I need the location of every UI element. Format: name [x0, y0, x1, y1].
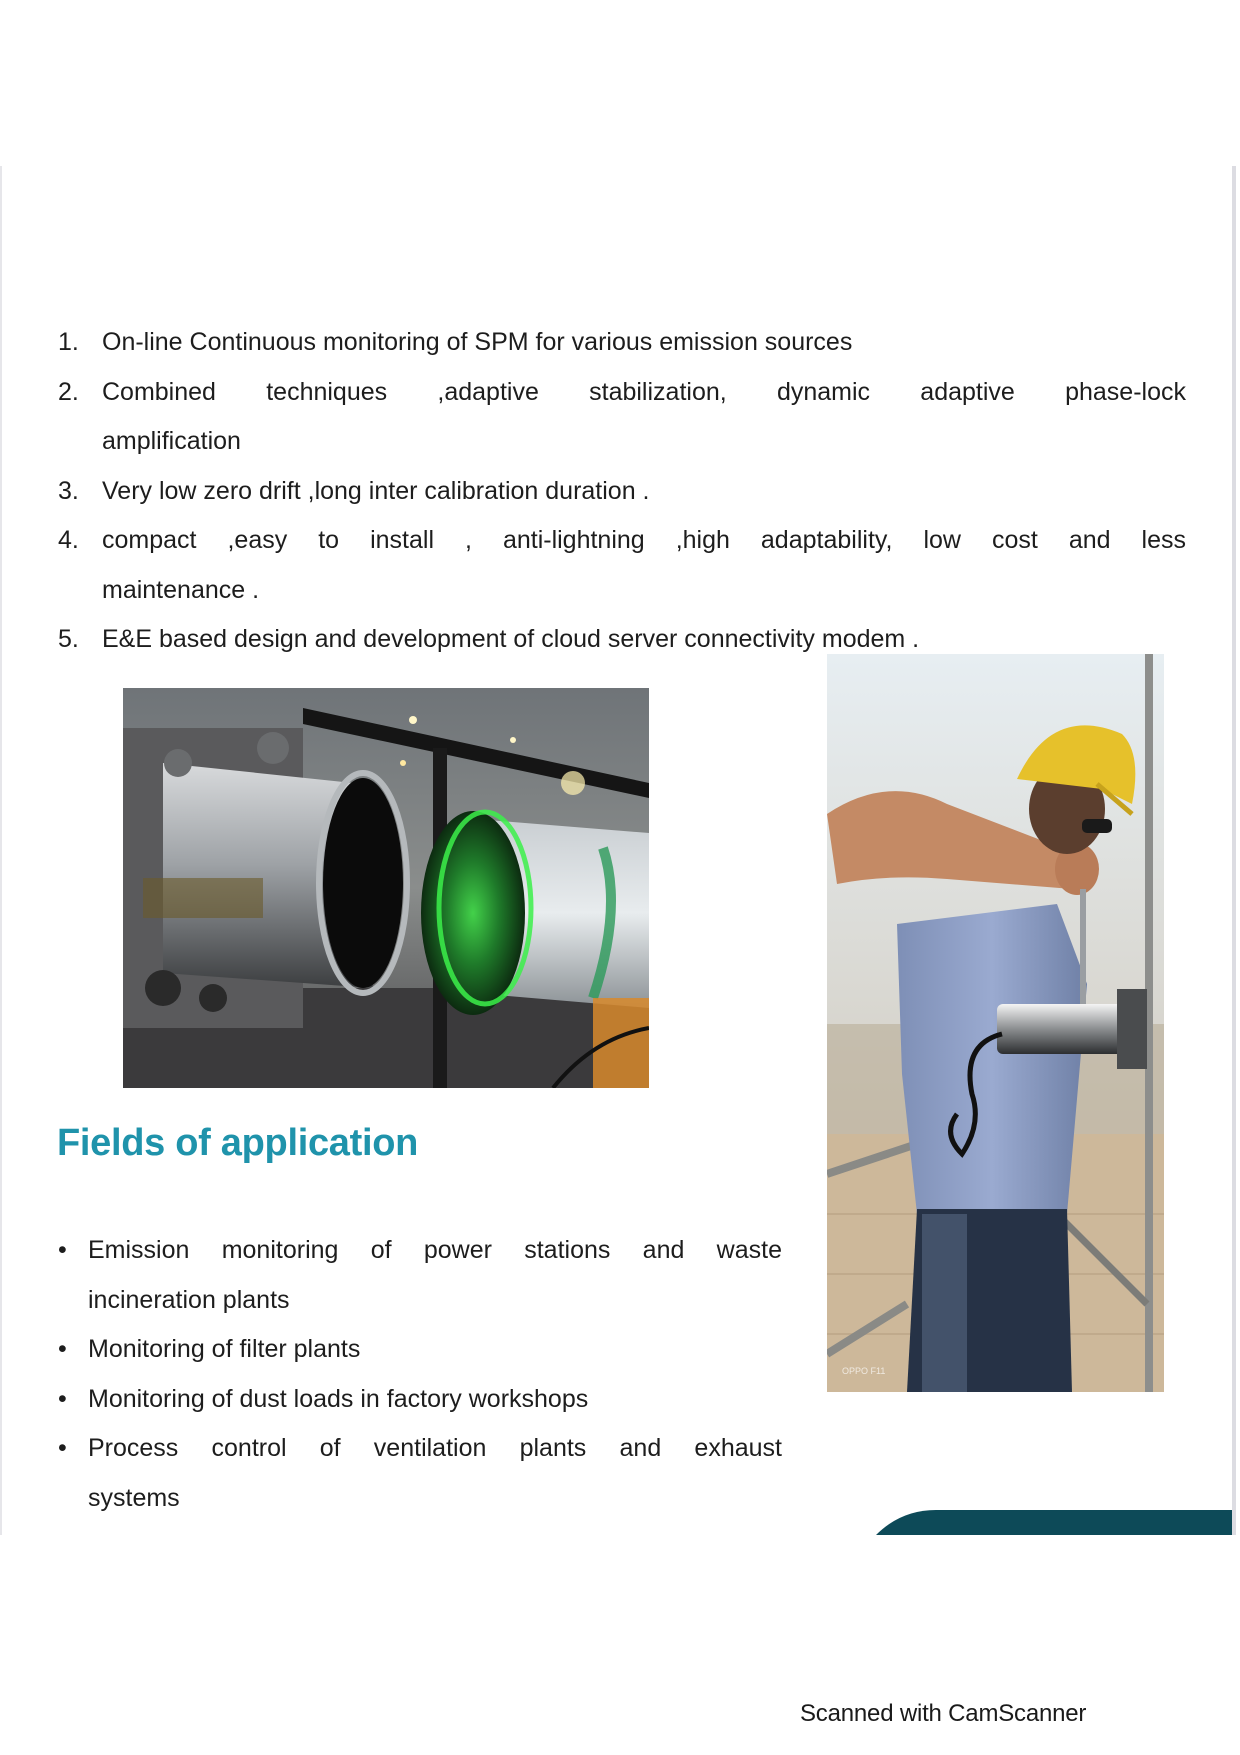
feature-item-2	[58, 368, 1186, 467]
application-item-1	[58, 1226, 782, 1325]
fields-of-application-heading: Fields of application	[57, 1122, 419, 1164]
decorative-band	[876, 1510, 1232, 1535]
feature-text-continued: amplification	[102, 427, 241, 455]
feature-number: 5.	[58, 625, 79, 653]
application-text-continued: incineration plants	[88, 1285, 290, 1314]
feature-text: On-line Continuous monitoring of SPM for various emission sources	[102, 328, 853, 356]
camscanner-watermark: Scanned with CamScanner	[800, 1700, 1087, 1727]
worker-illustration	[827, 654, 1164, 1392]
feature-item-3	[58, 467, 1186, 517]
application-text: Monitoring of dust loads in factory workshops	[88, 1384, 589, 1413]
feature-text-continued: maintenance .	[102, 575, 260, 604]
feature-item-1	[58, 318, 1186, 368]
feature-number: 4.	[58, 526, 79, 554]
laser-analyzer-illustration	[123, 688, 649, 1088]
feature-text: Combined techniques ,adaptive stabilization, dynamic adaptive phase-lock	[102, 377, 1186, 406]
bullet-icon: •	[58, 1236, 67, 1264]
feature-item-4	[58, 516, 1186, 615]
laser-analyzer-photo	[123, 688, 649, 1088]
feature-text: compact ,easy to install , anti-lightning ,high adaptability, low cost and less	[102, 526, 1186, 554]
application-text-continued: systems	[88, 1483, 180, 1512]
bullet-icon: •	[58, 1335, 67, 1363]
bullet-icon: •	[58, 1384, 67, 1413]
application-item-4	[58, 1424, 782, 1523]
worker-installing-photo	[827, 654, 1164, 1392]
feature-number: 3.	[58, 476, 79, 505]
application-text: Monitoring of filter plants	[88, 1335, 361, 1363]
bullet-icon: •	[58, 1434, 67, 1462]
feature-text: Very low zero drift ,long inter calibration duration .	[102, 476, 650, 505]
application-list	[58, 1226, 782, 1523]
application-item-2	[58, 1325, 782, 1375]
feature-text: E&E based design and development of cloud server connectivity modem .	[102, 625, 920, 653]
feature-number: 2.	[58, 377, 79, 406]
application-text: Emission monitoring of power stations and waste	[88, 1236, 782, 1264]
application-item-3	[58, 1375, 782, 1425]
feature-list	[58, 318, 1186, 665]
application-text: Process control of ventilation plants and exhaust	[88, 1434, 782, 1462]
feature-number: 1.	[58, 328, 79, 356]
photo-watermark: OPPO F11	[842, 1366, 886, 1376]
document-slide	[0, 166, 1236, 1535]
